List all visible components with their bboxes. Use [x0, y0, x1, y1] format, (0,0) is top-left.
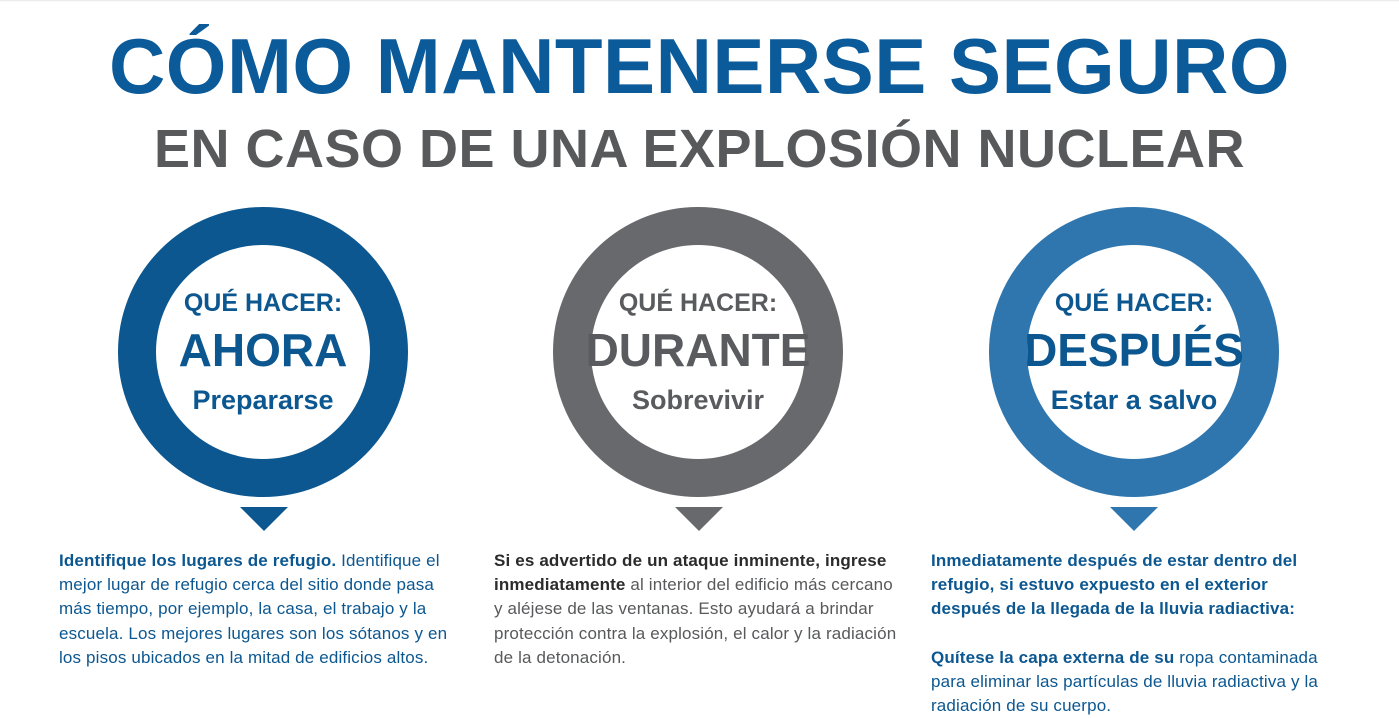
stage-action: Prepararse: [192, 385, 334, 415]
paragraph-gap: [931, 622, 1331, 646]
stage-action: Sobrevivir: [631, 385, 765, 415]
down-arrow-icon: [675, 507, 723, 531]
down-arrow-icon: [1110, 507, 1158, 531]
stage-action: Estar a salvo: [1050, 385, 1218, 415]
stage-description-bold: Identifique los lugares de refugio.: [59, 551, 337, 570]
down-arrow-icon: [240, 507, 288, 531]
stage-description-during: [494, 549, 899, 670]
stage-description-text: Identifique el mejor lugar de refugio cerca del sitio donde pasa más tiempo, por ejemplo, la casa, el trabajo y la escuela. Los mejores lugares son los sótanos y en los pisos ubicados en la mitad de edificios altos.: [59, 551, 448, 667]
stage-description-bold: Si es advertido de un ataque inminente, ingrese inmediatamente: [494, 551, 887, 595]
stage-intro-text: Inmediatamente después de estar dentro del refugio, si estuvo expuesto en el exterior después de la llegada de la lluvia radiactiva:: [931, 551, 1298, 619]
stage-description-after: [931, 549, 1331, 718]
stage-description-now: [59, 549, 469, 670]
page-subtitle: EN CASO DE UNA EXPLOSIÓN NUCLEAR: [153, 119, 1246, 179]
stage-phase: DESPUÉS: [1024, 324, 1244, 376]
stage-question: QUÉ HACER:: [183, 289, 343, 317]
stage-phase: DURANTE: [585, 324, 811, 376]
stage-description-paragraph: [931, 646, 1331, 718]
stage-circle-after: [989, 207, 1279, 497]
stage-description-text: ropa contaminada para eliminar las partículas de lluvia radiactiva y la radiación de su cuerpo.: [931, 647, 1318, 716]
stage-circle-now: [118, 207, 408, 497]
stage-intro-bold: [931, 549, 1331, 622]
stage-question: QUÉ HACER:: [1054, 289, 1214, 317]
stage-phase: AHORA: [178, 324, 348, 376]
stage-description-text: al interior del edificio más cercano y aléjese de las ventanas. Esto ayudará a brindar protección contra la explosión, el calor y la radiación de la detonación.: [494, 575, 897, 667]
stage-question: QUÉ HACER:: [618, 289, 778, 317]
stage-circle-during: [553, 207, 843, 497]
page-title: CÓMO MANTENERSE SEGURO: [108, 22, 1291, 110]
stage-description-bold: Quítese la capa externa de su: [931, 647, 1175, 667]
top-border: [0, 0, 1399, 2]
